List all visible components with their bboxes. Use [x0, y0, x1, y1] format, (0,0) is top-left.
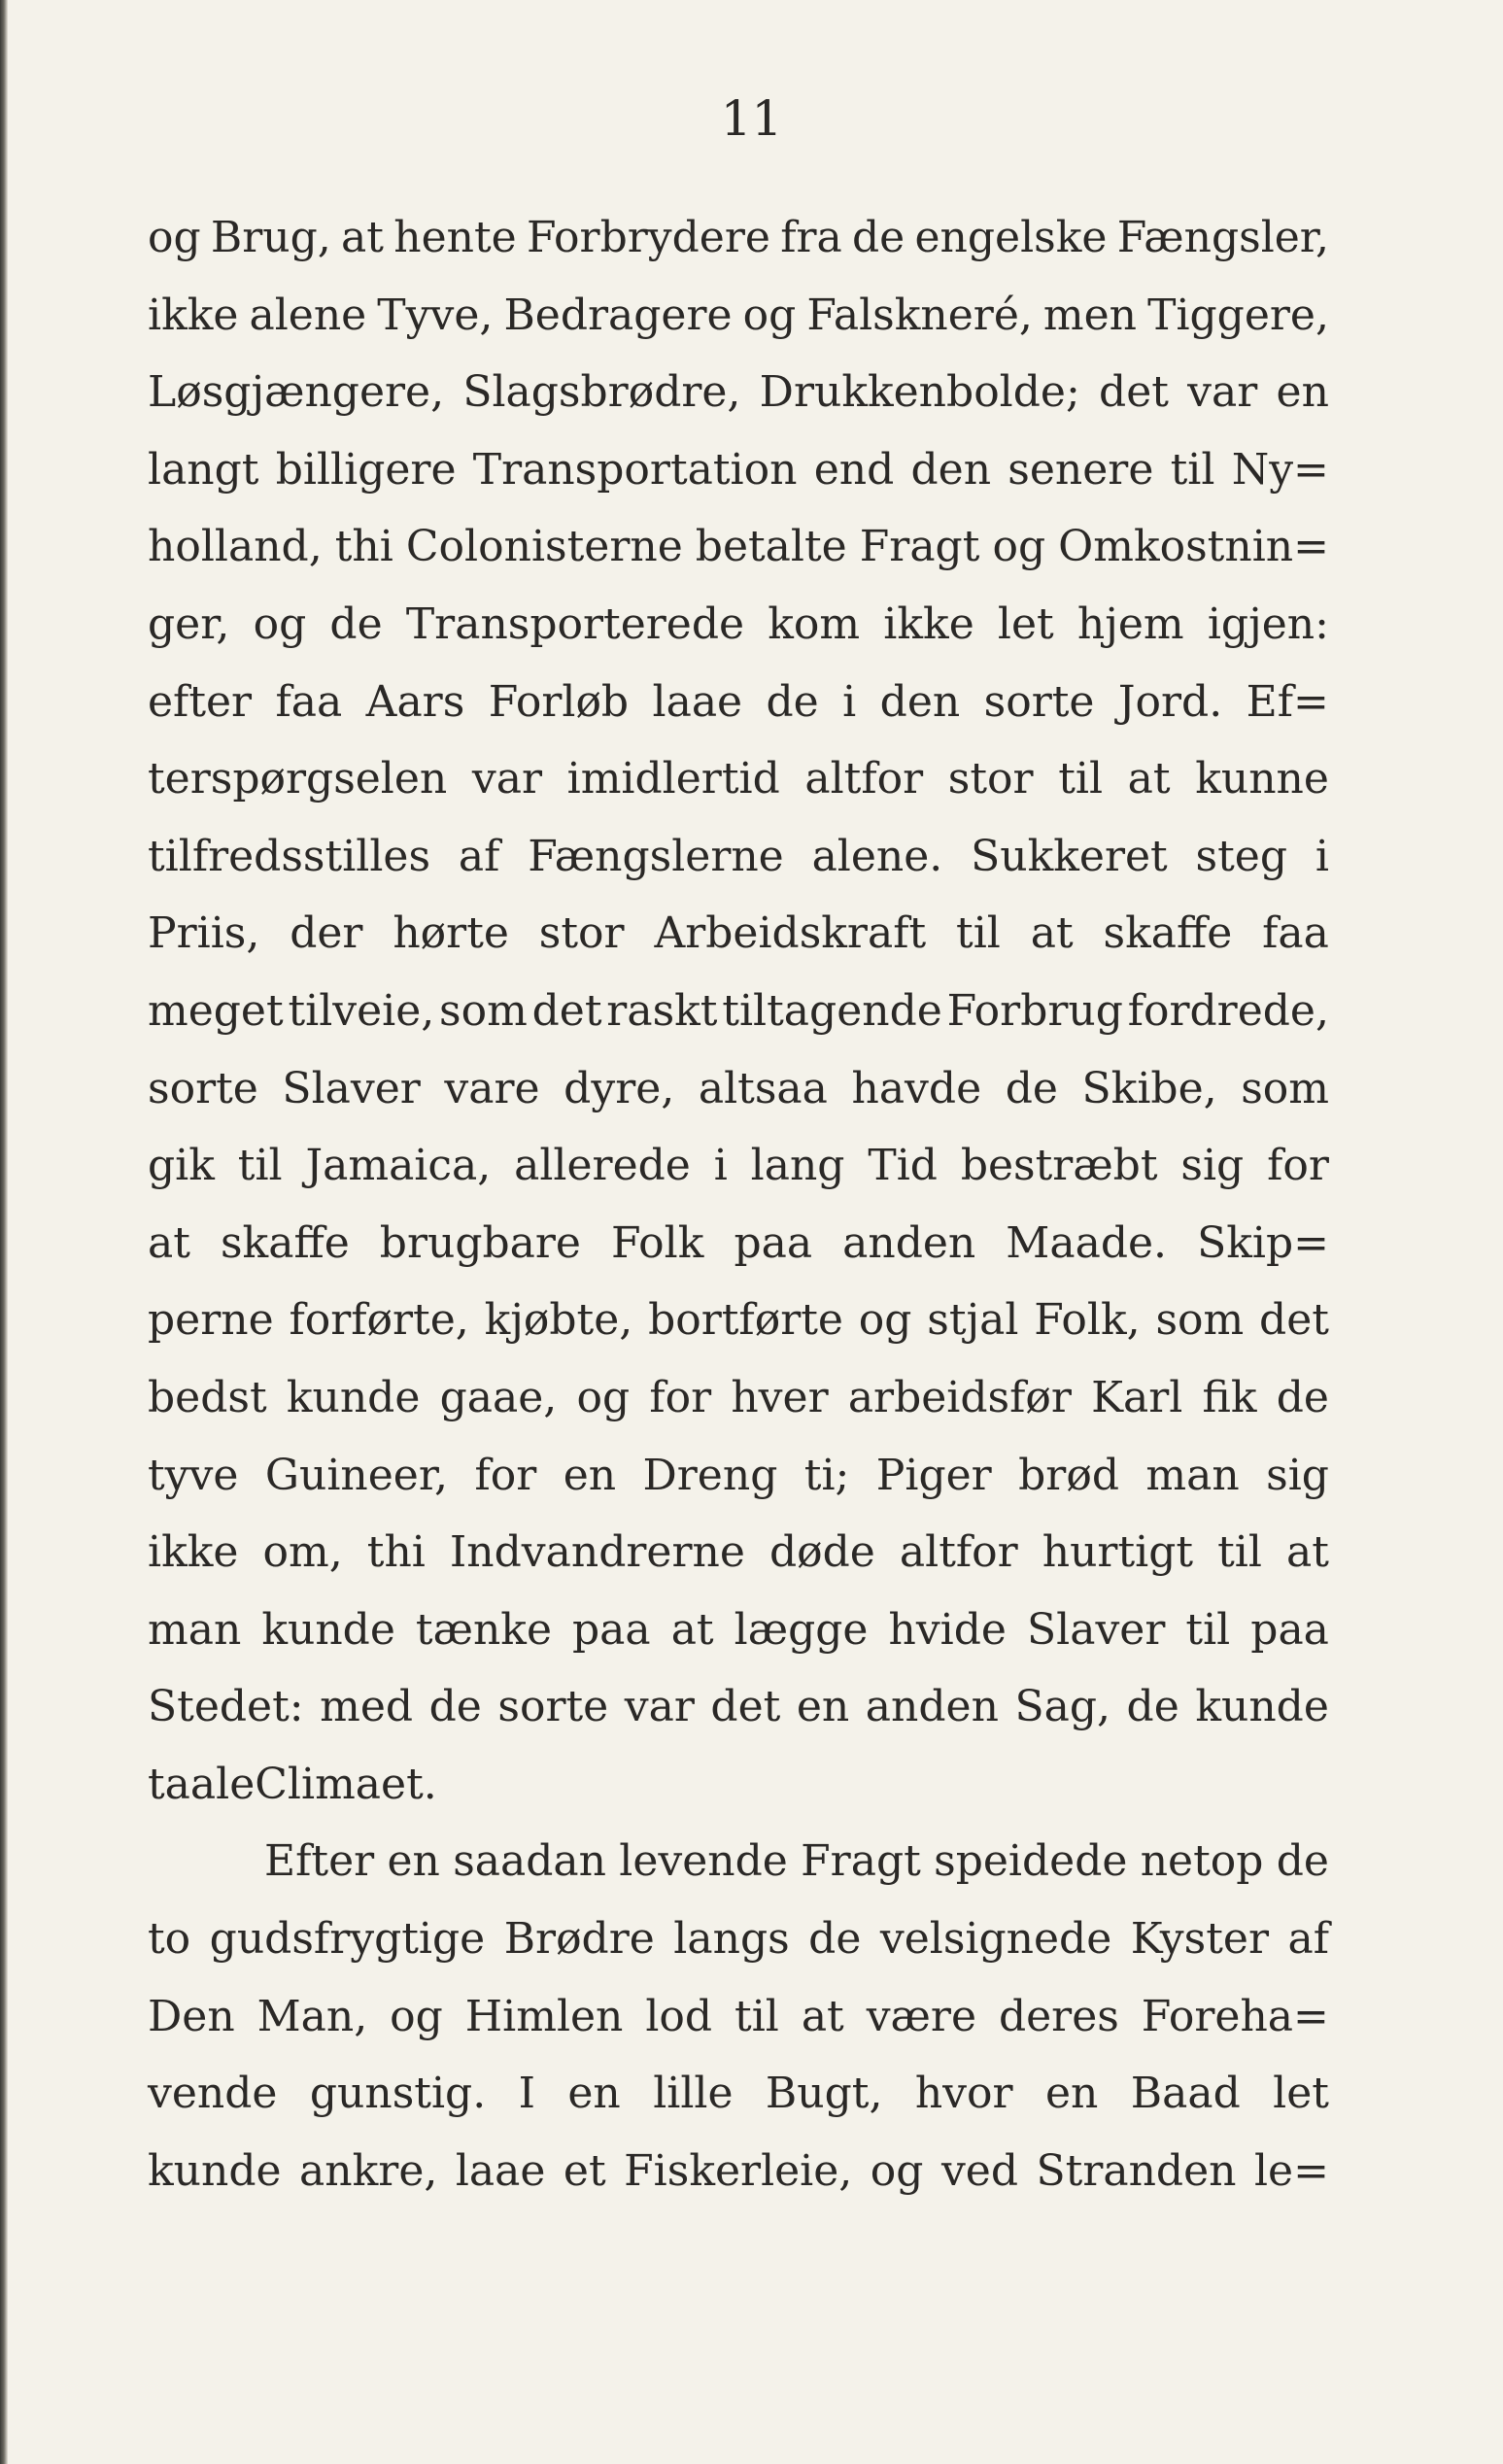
word: vare	[444, 1063, 540, 1113]
word: Kyster	[1130, 1914, 1269, 1965]
word: at	[801, 1991, 844, 2041]
word: Slaver	[1027, 1604, 1166, 1655]
word: Stedet:	[148, 1682, 304, 1732]
word: skaffe	[220, 1217, 350, 1268]
word: langt	[148, 444, 259, 495]
text-line	[148, 2055, 1329, 2133]
word: taale	[148, 1759, 256, 1809]
word: velsignede	[879, 1914, 1112, 1965]
word: gik	[148, 1141, 215, 1191]
word: Skip=	[1197, 1217, 1329, 1268]
text-line	[148, 354, 1329, 431]
word: i	[1315, 831, 1329, 881]
word: terspørgselen	[148, 754, 448, 804]
word: det	[1259, 1295, 1329, 1346]
word: meget	[148, 985, 284, 1036]
word: lægge	[734, 1604, 869, 1655]
word: faa	[275, 676, 343, 727]
word: gunstig.	[309, 2069, 487, 2119]
word: Den	[148, 1991, 235, 2041]
word: en	[563, 1450, 617, 1500]
word: end	[813, 444, 895, 495]
word: stor	[947, 754, 1034, 804]
word: Foreha=	[1141, 1991, 1329, 2041]
word: Dreng	[642, 1450, 778, 1500]
word: en	[1276, 367, 1329, 418]
word: Himlen	[464, 1991, 624, 2041]
word: og	[992, 522, 1046, 572]
word: skaffe	[1103, 908, 1233, 959]
word: til	[1217, 1527, 1262, 1578]
word: til	[1058, 754, 1104, 804]
word: men	[1042, 290, 1138, 340]
word: til	[956, 908, 1001, 959]
text-line	[148, 431, 1329, 509]
word: som	[1241, 1063, 1329, 1113]
word: være	[866, 1991, 976, 2041]
word: Efter	[264, 1836, 375, 1887]
word: senere	[1008, 444, 1154, 495]
word: laae	[652, 676, 743, 727]
word: to	[148, 1914, 191, 1965]
word: alene	[249, 290, 367, 340]
text-line	[148, 277, 1329, 355]
word: alene.	[811, 831, 943, 881]
word: Indvandrerne	[449, 1527, 745, 1578]
word: de	[329, 599, 383, 649]
word: man	[148, 1604, 242, 1655]
word: til	[1170, 444, 1215, 495]
word: Aars	[365, 676, 465, 727]
word: det	[1099, 367, 1169, 418]
word: de	[766, 676, 819, 727]
word: at	[1030, 908, 1074, 959]
word: fra	[780, 213, 842, 262]
word: Bugt,	[765, 2069, 883, 2119]
word: kom	[768, 599, 861, 649]
word: bortførte	[648, 1295, 843, 1346]
word: som	[439, 985, 528, 1036]
word: hver	[731, 1372, 829, 1422]
word: Forbrydere	[526, 213, 770, 262]
word: Slaver	[282, 1063, 421, 1113]
text-line	[148, 973, 1329, 1050]
word: og	[390, 1991, 443, 2041]
word: de	[1276, 1372, 1329, 1422]
word: arbeidsfør	[847, 1372, 1072, 1422]
word: altfor	[804, 754, 924, 804]
page-number: 11	[720, 90, 783, 147]
word: en	[387, 1836, 440, 1887]
word: man	[1145, 1450, 1240, 1500]
word: stjal	[927, 1295, 1019, 1346]
word: et	[563, 2145, 606, 2196]
word: Tiggere,	[1147, 290, 1329, 340]
word: thi	[366, 1527, 426, 1578]
word: som	[1155, 1295, 1245, 1346]
word: og	[870, 2145, 924, 2196]
word: om,	[262, 1527, 343, 1578]
word: og	[253, 599, 307, 649]
word: Karl	[1091, 1372, 1183, 1422]
word: at	[1286, 1527, 1329, 1578]
word: vende	[148, 2069, 278, 2119]
word: med	[320, 1682, 414, 1732]
word: de	[1276, 1836, 1329, 1887]
word: tilfredsstilles	[148, 831, 431, 881]
word: Folk	[611, 1217, 704, 1268]
word: I	[518, 2069, 535, 2119]
word: det	[531, 985, 602, 1036]
word: Forbrug	[946, 985, 1123, 1036]
text-line	[148, 508, 1329, 586]
word: hjem	[1076, 599, 1184, 649]
word: holland,	[148, 522, 323, 572]
word: Climaet.	[255, 1759, 437, 1809]
word: fik	[1202, 1372, 1257, 1422]
word: let	[1273, 2069, 1329, 2119]
word: sig	[1180, 1141, 1245, 1191]
word: var	[624, 1682, 695, 1732]
word: igjen:	[1207, 599, 1329, 649]
word: og	[148, 213, 201, 262]
word: sig	[1266, 1450, 1329, 1500]
word: brugbare	[379, 1217, 581, 1268]
word: de	[852, 213, 905, 262]
word: var	[1187, 367, 1258, 418]
word: anden	[865, 1682, 999, 1732]
text-line	[148, 664, 1329, 741]
word: ikke	[883, 599, 974, 649]
word: kunde	[1195, 1682, 1329, 1732]
word: faa	[1262, 908, 1329, 959]
word: for	[1267, 1141, 1329, 1191]
word: lang	[750, 1141, 845, 1191]
word: kunne	[1195, 754, 1329, 804]
word: Arbeidskraft	[654, 908, 927, 959]
word: stor	[538, 908, 625, 959]
word: Fængsler,	[1116, 213, 1329, 262]
word: Løsgjængere,	[148, 367, 445, 418]
word: paa	[734, 1217, 813, 1268]
word: hvor	[914, 2069, 1013, 2119]
word: Sag,	[1014, 1682, 1110, 1732]
word: kunde	[261, 1604, 395, 1655]
text-line	[148, 1746, 1329, 1824]
word: levende	[619, 1836, 788, 1887]
word: Colonisterne	[405, 522, 683, 572]
word: af	[1287, 1914, 1329, 1965]
word: tænke	[415, 1604, 552, 1655]
word: det	[710, 1682, 781, 1732]
word: sorte	[148, 1063, 258, 1113]
word: tilveie,	[288, 985, 435, 1036]
word: deres	[998, 1991, 1119, 2041]
text-line	[148, 199, 1329, 277]
word: en	[796, 1682, 850, 1732]
word: ger,	[148, 599, 230, 649]
text-line	[148, 1514, 1329, 1591]
word: Baad	[1130, 2069, 1241, 2119]
word: Tid	[868, 1141, 938, 1191]
word: de	[1126, 1682, 1179, 1732]
text-line	[148, 740, 1329, 818]
word: i	[842, 676, 857, 727]
word: Fængslerne	[528, 831, 784, 881]
text-line	[148, 1050, 1329, 1128]
word: dyre,	[564, 1063, 675, 1113]
word: Ny=	[1231, 444, 1329, 495]
word: de	[1005, 1063, 1058, 1113]
word: laae	[455, 2145, 546, 2196]
word: thi	[334, 522, 393, 572]
text-line	[148, 1668, 1329, 1746]
word: Guineer,	[264, 1450, 449, 1500]
word: le=	[1253, 2145, 1329, 2196]
word: at	[1127, 754, 1171, 804]
word: døde	[769, 1527, 875, 1578]
word: paa	[1250, 1604, 1329, 1655]
text-line	[148, 2133, 1329, 2210]
word: Fiskerleie,	[624, 2145, 853, 2196]
word: og	[858, 1295, 912, 1346]
word: raskt	[606, 985, 718, 1036]
word: til	[734, 1991, 779, 2041]
word: Brug,	[210, 213, 331, 262]
word: Stranden	[1036, 2145, 1237, 2196]
word: engelske	[914, 213, 1108, 262]
word: en	[567, 2069, 621, 2119]
word: at	[341, 213, 384, 262]
text-line	[148, 1823, 1329, 1900]
word: Omkostnin=	[1058, 522, 1329, 572]
word: sorte	[497, 1682, 609, 1732]
word: lod	[645, 1991, 713, 2041]
word: Man,	[256, 1991, 368, 2041]
word: bedst	[148, 1372, 267, 1422]
word: gaae,	[439, 1372, 558, 1422]
word: Brødre	[503, 1914, 655, 1965]
word: Skibe,	[1081, 1063, 1217, 1113]
word: paa	[572, 1604, 651, 1655]
body-text	[148, 199, 1329, 2209]
word: allerede	[514, 1141, 691, 1191]
text-line	[148, 586, 1329, 664]
word: Bedragere	[503, 290, 733, 340]
word: lille	[653, 2069, 734, 2119]
word: Tyve,	[377, 290, 494, 340]
word: gudsfrygtige	[209, 1914, 486, 1965]
word: efter	[148, 676, 253, 727]
word: Slagsbrødre,	[462, 367, 741, 418]
word: sorte	[983, 676, 1095, 727]
word: hente	[393, 213, 517, 262]
word: for	[474, 1450, 537, 1500]
text-line	[148, 818, 1329, 896]
word: tiltagende	[722, 985, 942, 1036]
word: speidede	[934, 1836, 1128, 1887]
word: Sukkeret	[971, 831, 1168, 881]
word: altfor	[899, 1527, 1018, 1578]
word: let	[997, 599, 1054, 649]
word: den	[910, 444, 992, 495]
word: Priis,	[148, 908, 260, 959]
text-line	[148, 1127, 1329, 1205]
word: kunde	[286, 1372, 421, 1422]
word: brød	[1018, 1450, 1119, 1500]
word: langs	[673, 1914, 790, 1965]
word: netop	[1140, 1836, 1264, 1887]
word: forførte,	[289, 1295, 469, 1346]
word: i	[713, 1141, 728, 1191]
word: ikke	[148, 290, 239, 340]
text-line	[148, 1205, 1329, 1283]
text-line	[148, 1978, 1329, 2056]
word: fordrede,	[1127, 985, 1329, 1036]
word: der	[290, 908, 363, 959]
word: hørte	[393, 908, 509, 959]
word: anden	[842, 1217, 976, 1268]
word: Falskneré,	[806, 290, 1033, 340]
word: hurtigt	[1042, 1527, 1194, 1578]
word: imidlertid	[566, 754, 780, 804]
word: kjøbte,	[484, 1295, 633, 1346]
word: Drukkenbolde;	[759, 367, 1080, 418]
word: Piger	[875, 1450, 992, 1500]
word: Transporterede	[405, 599, 745, 649]
word: og	[742, 290, 797, 340]
word: steg	[1195, 831, 1288, 881]
word: tyve	[148, 1450, 239, 1500]
word: ved	[940, 2145, 1018, 2196]
word: at	[670, 1604, 714, 1655]
word: Fragt	[801, 1836, 921, 1887]
word: ikke	[148, 1527, 239, 1578]
word: ankre,	[299, 2145, 438, 2196]
word: havde	[851, 1063, 982, 1113]
word: Maade.	[1006, 1217, 1168, 1268]
word: altsaa	[698, 1063, 828, 1113]
word: Ef=	[1246, 676, 1329, 727]
word: Jamaica,	[305, 1141, 492, 1191]
word: kunde	[148, 2145, 282, 2196]
word: til	[1185, 1604, 1231, 1655]
word: Jord.	[1117, 676, 1223, 727]
word: billigere	[275, 444, 457, 495]
word: de	[428, 1682, 482, 1732]
word: betalte	[695, 522, 847, 572]
word: Folk,	[1034, 1295, 1141, 1346]
word: Fragt	[859, 522, 980, 572]
text-line	[148, 1900, 1329, 1978]
word: Transportation	[472, 444, 798, 495]
text-line	[148, 1437, 1329, 1515]
word: de	[808, 1914, 862, 1965]
text-line	[148, 895, 1329, 973]
word: af	[458, 831, 500, 881]
word: var	[471, 754, 543, 804]
text-line	[148, 1282, 1329, 1359]
word: at	[148, 1217, 190, 1268]
word: saadan	[453, 1836, 606, 1887]
page-edge	[0, 0, 8, 2464]
word: en	[1044, 2069, 1099, 2119]
word: Forløb	[488, 676, 630, 727]
text-line	[148, 1359, 1329, 1437]
word: for	[649, 1372, 712, 1422]
word: hvide	[888, 1604, 1007, 1655]
word: perne	[148, 1295, 274, 1346]
word: og	[576, 1372, 631, 1422]
word: ti;	[803, 1450, 850, 1500]
text-line	[148, 1591, 1329, 1669]
word: den	[879, 676, 961, 727]
word: bestræbt	[960, 1141, 1158, 1191]
word: til	[237, 1141, 283, 1191]
